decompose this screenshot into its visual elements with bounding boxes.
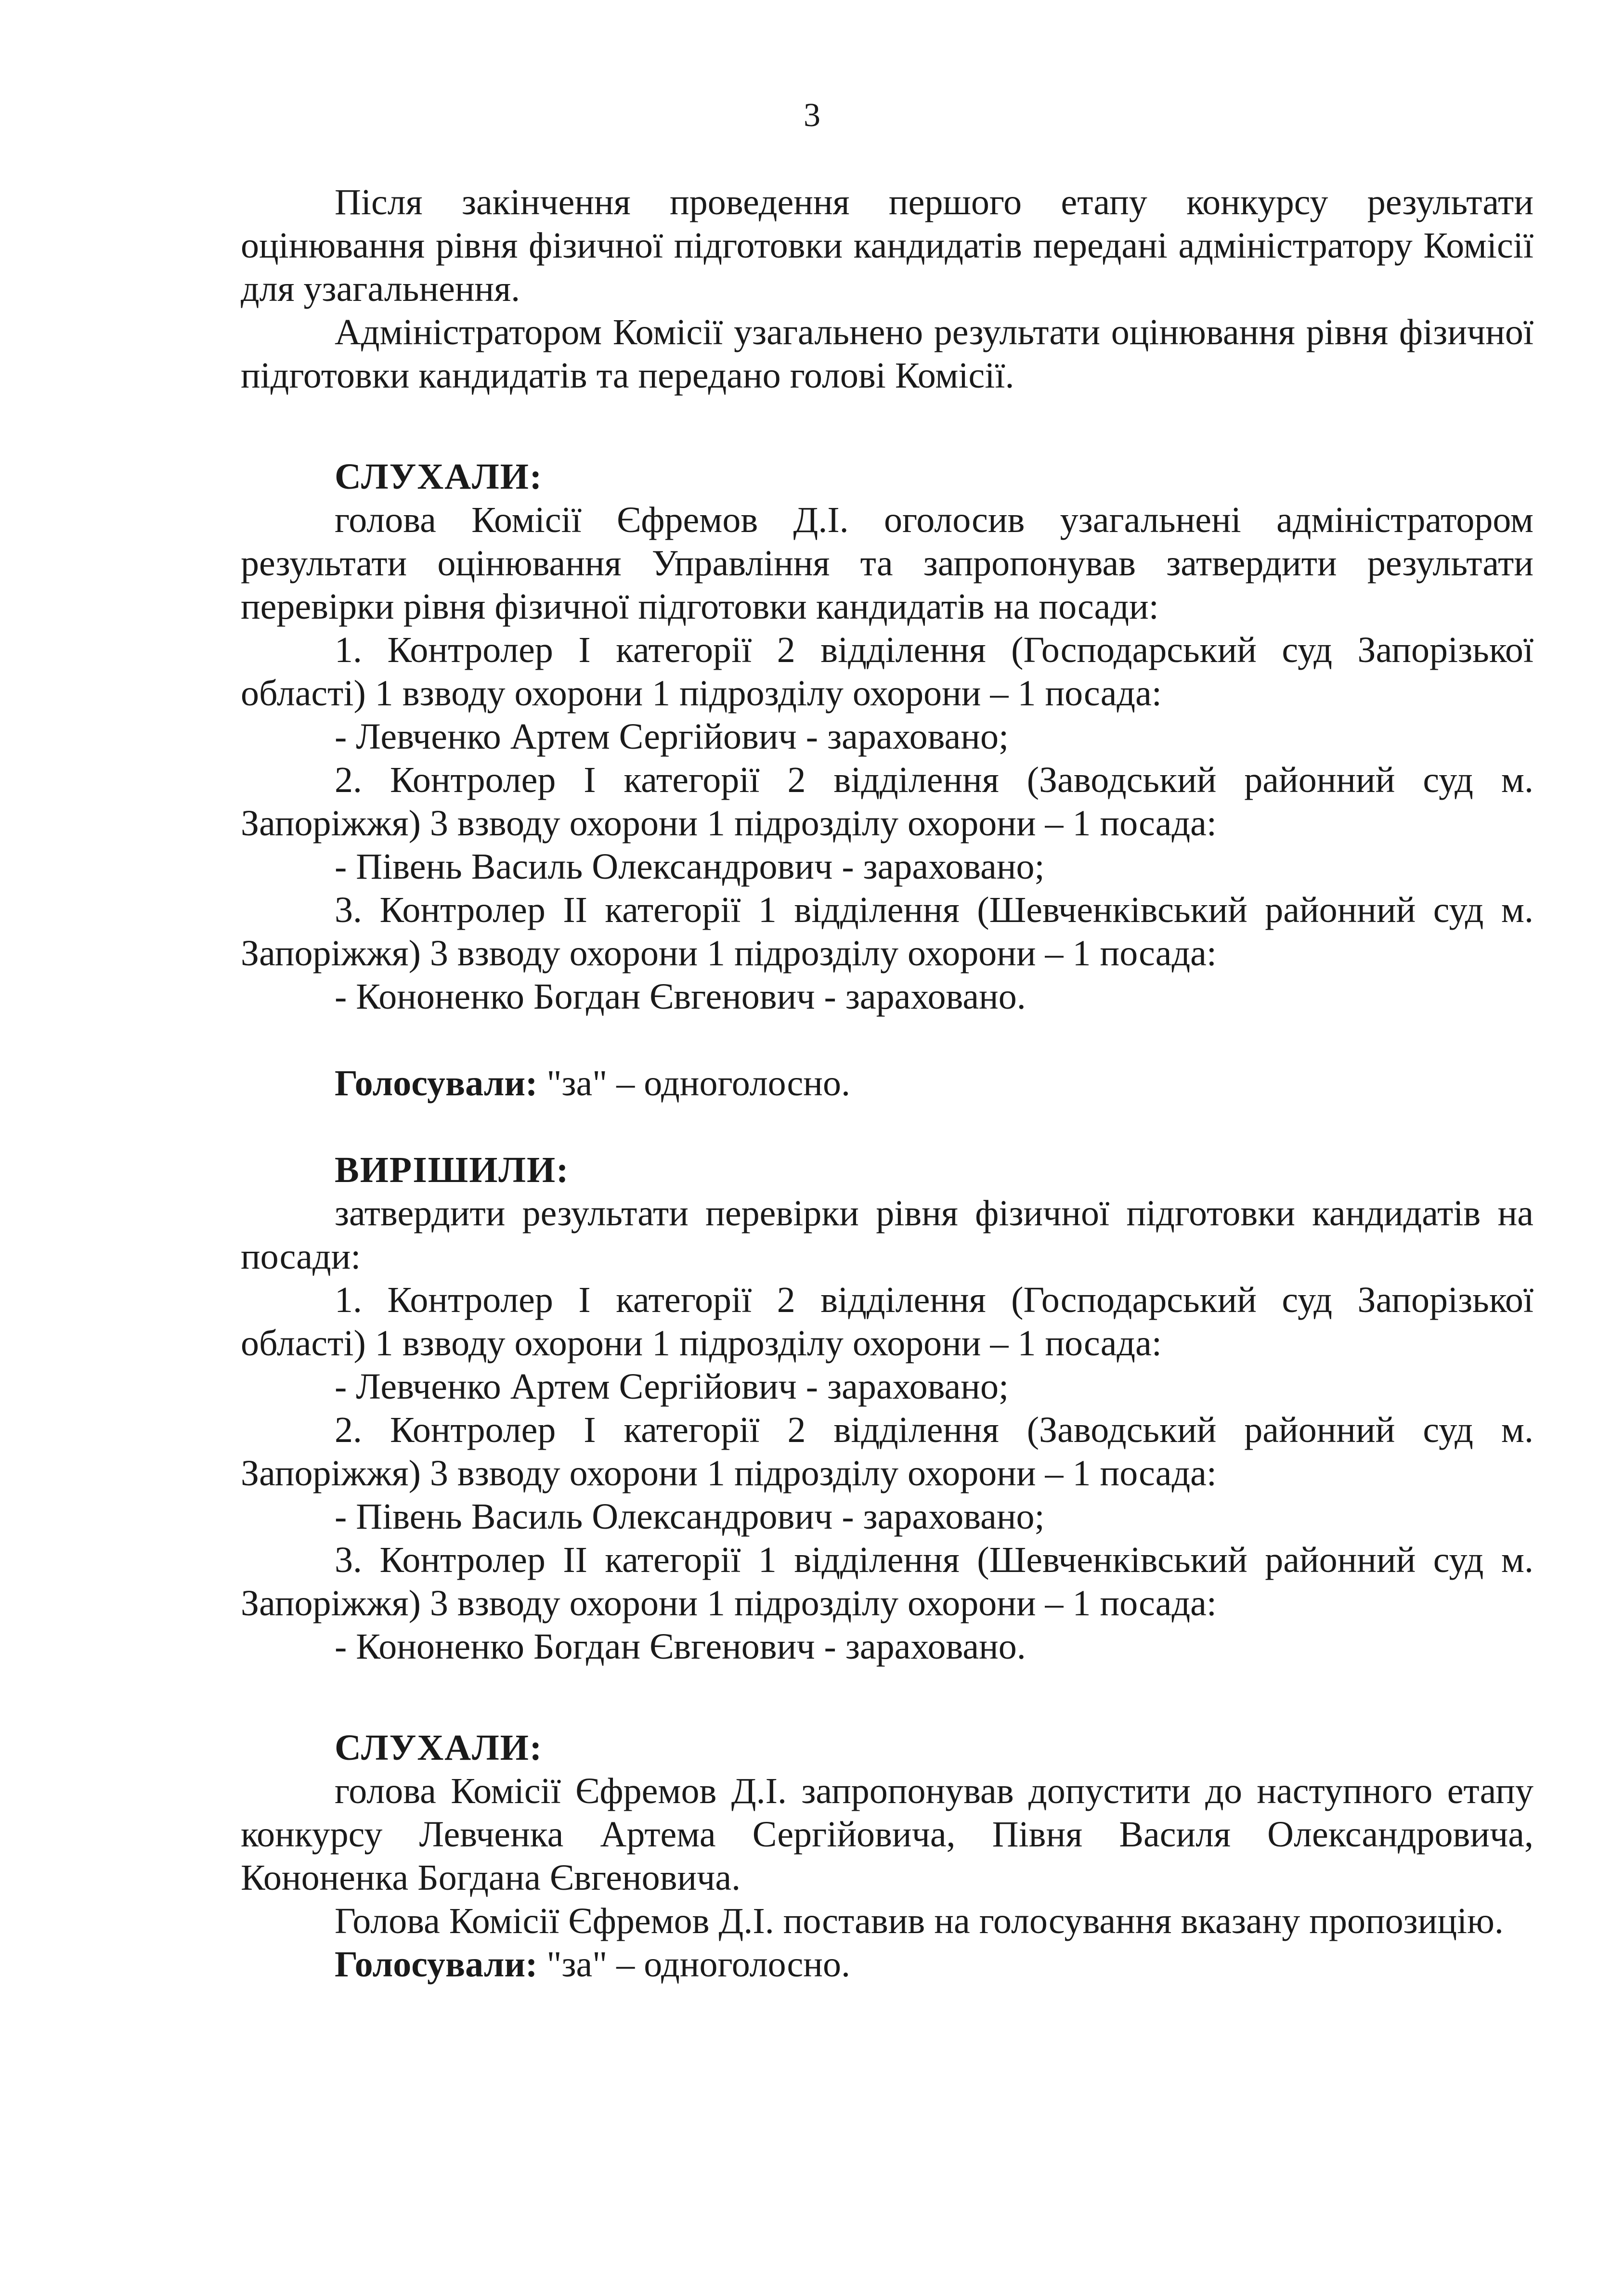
candidate-item: - Левченко Артем Сергійович - зараховано; [335,716,1009,757]
position-item: 3. Контролер ІІ категорії 1 відділення (Шевченківський районний суд м. Запоріжжя) 3 взводу охорони 1 підрозділу охорони – 1 посада: [241,1540,1533,1624]
vote-result-2 [241,1943,1533,1986]
vote-text: "за" – одноголосно. [537,1944,850,1985]
candidate-item: - Кононенко Богдан Євгенович - зараховано. [335,976,1026,1017]
section-heading-decided: ВИРІШИЛИ: [335,1150,570,1190]
section-text-heard-2-proposal: Голова Комісії Єфремов Д.І. поставив на голосування вказану пропозицію. [335,1901,1504,1941]
section-heading-heard-1: СЛУХАЛИ: [335,456,543,497]
vote-label: Голосували: [335,1063,538,1104]
candidate-item: - Кононенко Богдан Євгенович - зараховано. [335,1626,1026,1667]
candidate-item: - Левченко Артем Сергійович - зараховано; [335,1366,1009,1407]
intro-paragraph-1: Після закінчення проведення першого етапу конкурсу результати оцінювання рівня фізичної підготовки кандидатів передані адміністратору Комісії для узагальнення. [241,182,1533,309]
position-item: 2. Контролер І категорії 2 відділення (Заводський районний суд м. Запоріжжя) 3 взводу охорони 1 підрозділу охорони – 1 посада: [241,760,1533,844]
document-body [241,181,1533,1986]
section-text-heard-1: голова Комісії Єфремов Д.І. оголосив узагальнені адміністратором результати оцінювання Управління та запропонував затвердити результати перевірки рівня фізичної підготовки кандидатів на посади: [241,500,1533,627]
position-item: 2. Контролер І категорії 2 відділення (Заводський районний суд м. Запоріжжя) 3 взводу охорони 1 підрозділу охорони – 1 посада: [241,1410,1533,1494]
vote-result-1 [241,1062,1533,1105]
vote-text: "за" – одноголосно. [537,1063,850,1104]
position-item: 1. Контролер І категорії 2 відділення (Господарський суд Запорізької області) 1 взводу охорони 1 підрозділу охорони – 1 посада: [241,630,1533,714]
page-number: 3 [804,97,820,134]
candidate-item: - Півень Василь Олександрович - зараховано; [335,846,1045,887]
candidate-item: - Півень Василь Олександрович - зараховано; [335,1496,1045,1537]
section-text-heard-2: голова Комісії Єфремов Д.І. запропонував допустити до наступного етапу конкурсу Левченка Артема Сергійовича, Півня Василя Олександровича, Кононенка Богдана Євгеновича. [241,1771,1533,1898]
position-item: 3. Контролер ІІ категорії 1 відділення (Шевченківський районний суд м. Запоріжжя) 3 взводу охорони 1 підрозділу охорони – 1 посада: [241,890,1533,974]
position-item: 1. Контролер І категорії 2 відділення (Господарський суд Запорізької області) 1 взводу охорони 1 підрозділу охорони – 1 посада: [241,1280,1533,1364]
vote-label: Голосували: [335,1944,538,1985]
section-heading-heard-2: СЛУХАЛИ: [335,1727,543,1768]
intro-paragraph-2: Адміністратором Комісії узагальнено результати оцінювання рівня фізичної підготовки кандидатів та передано голові Комісії. [241,312,1533,396]
section-text-decided: затвердити результати перевірки рівня фізичної підготовки кандидатів на посади: [241,1193,1533,1277]
